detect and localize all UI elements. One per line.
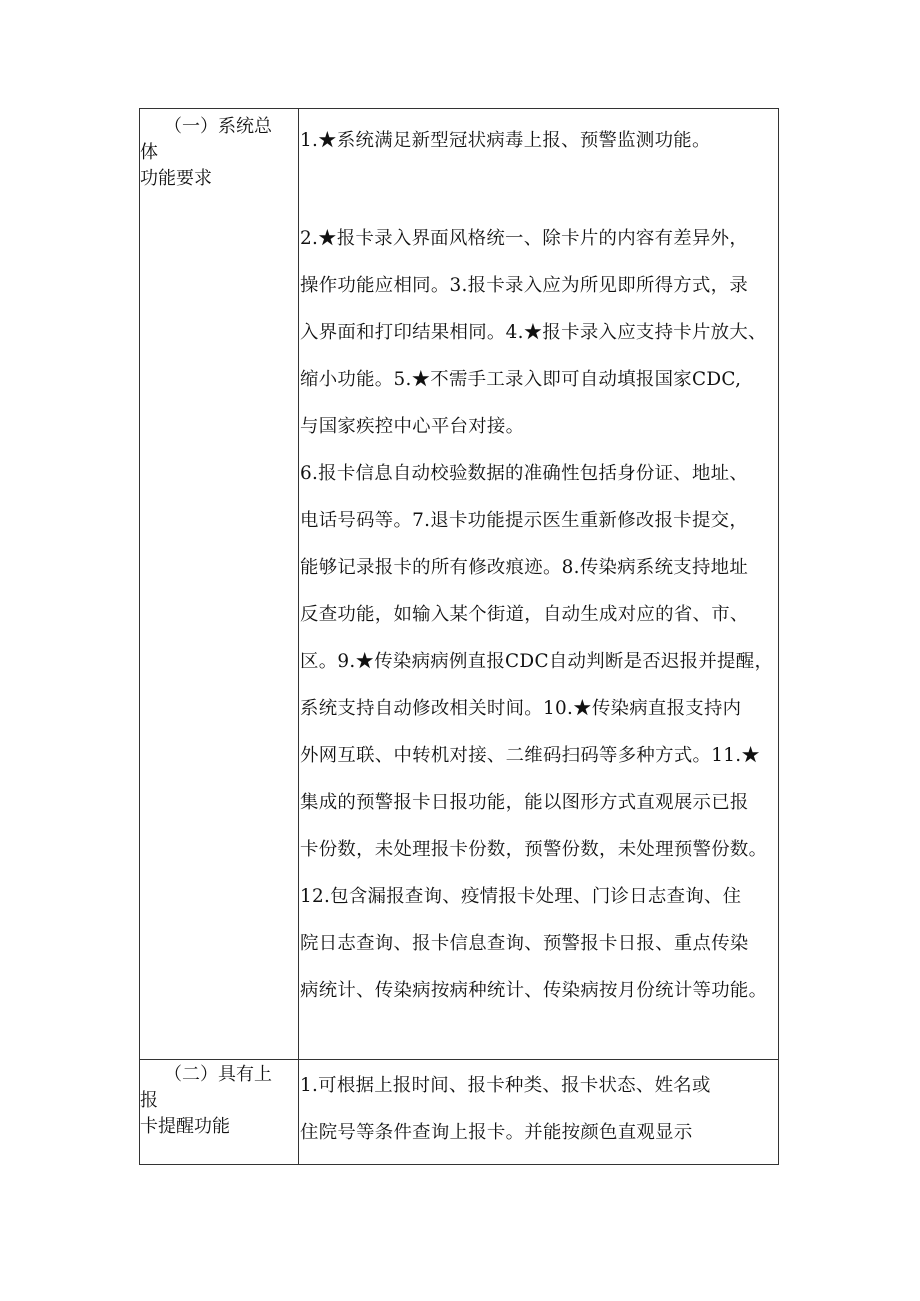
text-line: 1.可根据上报时间、报卡种类、报卡状态、姓名或 bbox=[300, 1075, 711, 1096]
section-label-cell bbox=[140, 1060, 299, 1165]
text-line: 病统计、传染病按病种统计、传染病按月份统计等功能。 bbox=[300, 980, 768, 1001]
text-line: 2.★报卡录入界面风格统一、除卡片的内容有差异外， bbox=[300, 228, 749, 249]
section-label-line: 体 bbox=[140, 142, 158, 163]
requirements-table bbox=[139, 108, 779, 1165]
text-line: 12.包含漏报查询、疫情报卡处理、门诊日志查询、住 bbox=[300, 886, 742, 907]
table-row bbox=[140, 1060, 779, 1165]
text-line: 外网互联、中转机对接、二维码扫码等多种方式。11.★ bbox=[300, 745, 761, 766]
section-label-line: 报 bbox=[140, 1090, 158, 1111]
text-line: 入界面和打印结果相同。4.★报卡录入应支持卡片放大、 bbox=[300, 322, 767, 343]
text-line: 能够记录报卡的所有修改痕迹。8.传染病系统支持地址 bbox=[300, 557, 749, 578]
text-line: 6.报卡信息自动校验数据的准确性包括身份证、地址、 bbox=[300, 463, 749, 484]
text-line: 区。9.★传染病病例直报CDC自动判断是否迟报并提醒， bbox=[300, 651, 774, 672]
text-line: 卡份数，未处理报卡份数，预警份数，未处理预警份数。 bbox=[300, 839, 768, 860]
text-line: 集成的预警报卡日报功能，能以图形方式直观展示已报 bbox=[300, 792, 749, 813]
section-content-cell bbox=[299, 1060, 779, 1165]
text-line: 住院号等条件查询上报卡。并能按颜色直观显示 bbox=[300, 1122, 693, 1143]
section-label-line: （一）系统总 bbox=[164, 116, 272, 137]
text-line: 1.★系统满足新型冠状病毒上报、预警监测功能。 bbox=[300, 130, 711, 151]
text-line: 系统支持自动修改相关时间。10.★传染病直报支持内 bbox=[300, 698, 742, 719]
text-line: 反查功能，如输入某个街道，自动生成对应的省、市、 bbox=[300, 604, 749, 625]
section-label-cell bbox=[140, 109, 299, 1060]
section-label-line: 卡提醒功能 bbox=[140, 1116, 230, 1137]
section-label-line: （二）具有上 bbox=[164, 1064, 272, 1085]
text-line: 与国家疾控中心平台对接。 bbox=[300, 416, 525, 437]
text-line: 缩小功能。5.★不需手工录入即可自动填报国家CDC, bbox=[300, 369, 742, 390]
section-content-cell bbox=[299, 109, 779, 1060]
text-line: 操作功能应相同。3.报卡录入应为所见即所得方式，录 bbox=[300, 275, 749, 296]
text-line: 电话号码等。7.退卡功能提示医生重新修改报卡提交， bbox=[300, 510, 749, 531]
section-label-line: 功能要求 bbox=[140, 168, 212, 189]
table-row bbox=[140, 109, 779, 1060]
text-line: 院日志查询、报卡信息查询、预警报卡日报、重点传染 bbox=[300, 933, 749, 954]
